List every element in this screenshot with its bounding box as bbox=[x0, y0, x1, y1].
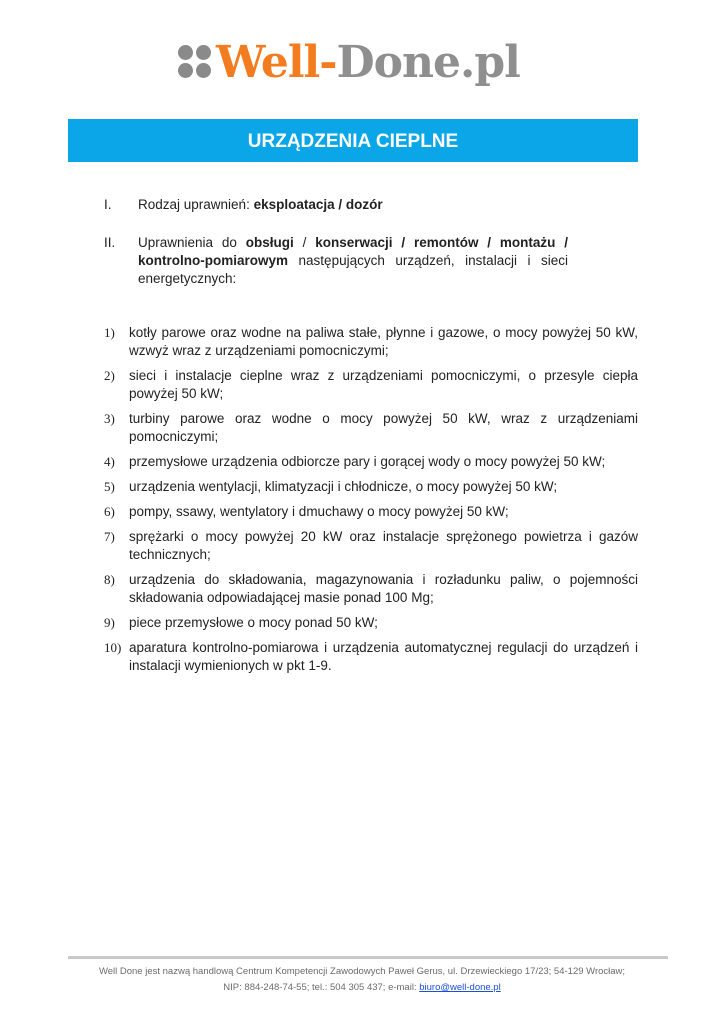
item-number: 4) bbox=[104, 454, 115, 469]
page-title: URZĄDZENIA CIEPLNE bbox=[247, 131, 459, 152]
item-number: 10) bbox=[104, 640, 122, 655]
section-permission-scope bbox=[104, 234, 568, 288]
list-item bbox=[104, 639, 638, 675]
item-number: 7) bbox=[104, 529, 115, 544]
logo-domain: Done.pl bbox=[336, 37, 520, 88]
footer-contact-text: NIP: 884-248-74-55; tel.: 504 305 437; e-mail: bbox=[223, 982, 420, 993]
list-item bbox=[104, 367, 638, 403]
title-banner bbox=[68, 119, 638, 162]
item-text: sprężarki o mocy powyżej 20 kW oraz instalacje sprężonego powietrza i gazów technicznych; bbox=[129, 529, 638, 562]
footer-company-line: Well Done jest nazwą handlową Centrum Kompetencji Zawodowych Paweł Gerus, ul. Drzewieckiego 17/23; 54-129 Wrocław; bbox=[98, 966, 626, 977]
section-body bbox=[138, 234, 568, 288]
item-text: kotły parowe oraz wodne na paliwa stałe, płynne i gazowe, o mocy powyżej 50 kW, wzwyż wraz z urządzeniami pomocniczymi; bbox=[129, 325, 638, 358]
item-number: 6) bbox=[104, 504, 115, 519]
section-body bbox=[138, 196, 574, 214]
item-text: turbiny parowe oraz wodne o mocy powyżej 50 kW, wraz z urządzeniami pomocniczymi; bbox=[129, 411, 638, 444]
item-text: urządzenia wentylacji, klimatyzacji i chłodnicze, o mocy powyżej 50 kW; bbox=[129, 479, 558, 494]
footer bbox=[40, 964, 684, 996]
item-number: 3) bbox=[104, 411, 115, 426]
list-item bbox=[104, 410, 638, 446]
scope-text-2: / bbox=[293, 235, 316, 250]
email-link[interactable]: biuro@well-done.pl bbox=[419, 982, 501, 993]
item-text: piece przemysłowe o mocy ponad 50 kW; bbox=[129, 615, 378, 630]
item-number: 9) bbox=[104, 615, 115, 630]
logo bbox=[0, 36, 724, 96]
item-number: 2) bbox=[104, 368, 115, 383]
scope-text-1: Uprawnienia do bbox=[138, 235, 246, 250]
logo-brand: Well- bbox=[216, 37, 337, 88]
item-number: 5) bbox=[104, 479, 115, 494]
list-item bbox=[104, 528, 638, 564]
item-text: urządzenia do składowania, magazynowania i rozładunku paliw, o pojemności składowania odpowiadającej masie ponad 100 Mg; bbox=[129, 572, 638, 605]
permission-type-label: Rodzaj uprawnień: bbox=[138, 197, 254, 212]
list-item bbox=[104, 324, 638, 360]
list-item bbox=[104, 571, 638, 607]
item-number: 8) bbox=[104, 572, 115, 587]
scope-bold-1: obsługi bbox=[245, 235, 294, 250]
list-item bbox=[104, 478, 638, 496]
four-dots-icon bbox=[178, 45, 212, 79]
item-text: aparatura kontrolno-pomiarowa i urządzenia automatycznej regulacji do urządzeń i instalacji wymienionych w pkt 1-9. bbox=[129, 640, 638, 673]
item-text: pompy, ssawy, wentylatory i dmuchawy o mocy powyżej 50 kW; bbox=[129, 504, 509, 519]
list-item bbox=[104, 453, 638, 471]
section-numeral: I. bbox=[104, 197, 112, 212]
list-item bbox=[104, 503, 638, 521]
section-permission-type bbox=[104, 196, 574, 214]
list-item bbox=[104, 614, 638, 632]
item-text: przemysłowe urządzenia odbiorcze pary i gorącej wody o mocy powyżej 50 kW; bbox=[129, 454, 606, 469]
footer-divider bbox=[68, 956, 668, 959]
logo-wordmark bbox=[216, 36, 520, 90]
footer-contact-line bbox=[40, 980, 684, 996]
item-text: sieci i instalacje cieplne wraz z urządzeniami pomocniczymi, o przesyle ciepła powyżej 50 kW; bbox=[129, 368, 638, 401]
scope-text-3: następujących urządzeń, instalacji i sieci energetycznych: bbox=[138, 253, 568, 286]
permission-type-value: eksploatacja / dozór bbox=[253, 197, 383, 212]
item-number: 1) bbox=[104, 325, 115, 340]
section-numeral: II. bbox=[104, 235, 116, 250]
scope-bold-2: konserwacji / remontów / montażu / kontrolno-pomiarowym bbox=[138, 235, 568, 268]
equipment-list bbox=[104, 324, 638, 682]
